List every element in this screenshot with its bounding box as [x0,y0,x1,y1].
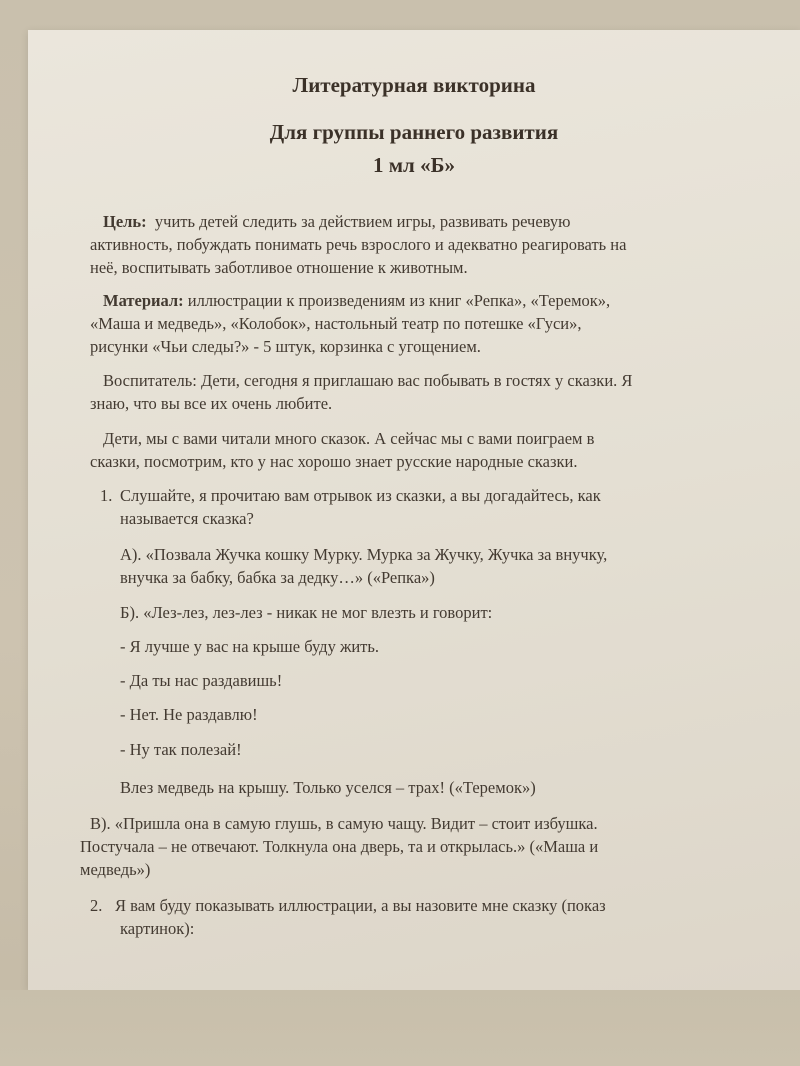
intro-line-2: сказки, посмотрим, кто у нас хорошо знает русские народные сказки. [90,452,578,471]
partC-line-3: медведь») [80,860,151,879]
intro-line-1: Дети, мы с вами читали много сказок. А сейчас мы с вами поиграем в [103,429,595,448]
group-name: 1 мл «Б» [373,153,455,177]
partB-line-1: Б). «Лез-лез, лез-лез - никак не мог влезть и говорит: [120,603,493,622]
goal-text-1: учить детей следить за действием игры, развивать речевую [154,212,571,231]
partC-line-1: В). «Пришла она в самую глушь, в самую чащу. Видит – стоит избушка. [90,814,598,833]
partA-line-1: А). «Позвала Жучка кошку Мурку. Мурка за Жучку, Жучка за внучку, [120,545,608,564]
item1-line-2: называется сказка? [120,509,254,528]
item1-line-1: Слушайте, я прочитаю вам отрывок из сказки, а вы догадайтесь, как [120,486,601,505]
partB-line-4: - Нет. Не раздавлю! [120,705,258,724]
material-line-3: рисунки «Чьи следы?» - 5 штук, корзинка с угощением. [90,337,481,356]
item1-number: 1. [100,486,113,505]
quiz-title: Литературная викторина [292,73,536,97]
teacher-line-2: знаю, что вы все их очень любите. [90,394,333,413]
partB-line-5: - Ну так полезай! [120,740,242,759]
item2-line-1: Я вам буду показывать иллюстрации, а вы назовите мне сказку (показ [115,896,606,915]
material-text-1: иллюстрации к произведениям из книг «Репка», «Теремок», [187,291,611,310]
partB-line-3: - Да ты нас раздавишь! [120,671,283,690]
partA-line-2: внучка за бабку, бабка за дедку…» («Репка») [120,568,435,587]
teacher-line-1: Воспитатель: Дети, сегодня я приглашаю вас побывать в гостях у сказки. Я [103,371,633,390]
item2-number: 2. [90,896,103,915]
quiz-subtitle: Для группы раннего развития [269,120,559,144]
goal-line-2: активность, побуждать понимать речь взрослого и адекватно реагировать на [90,235,627,254]
partB-line-6: Влез медведь на крышу. Только уселся – трах! («Теремок») [120,778,536,797]
item2-line-2: картинок): [120,919,195,938]
document-page [28,30,800,990]
goal-line-1 [103,210,570,233]
partB-line-2: - Я лучше у вас на крыше буду жить. [120,637,380,656]
material-line-1 [103,289,610,312]
goal-label: Цель: [103,212,147,231]
background-surface [0,990,800,1066]
material-line-2: «Маша и медведь», «Колобок», настольный театр по потешке «Гуси», [90,314,582,333]
goal-line-3: неё, воспитывать заботливое отношение к животным. [90,258,468,277]
material-label: Материал: [103,291,184,310]
partC-line-2: Постучала – не отвечают. Толкнула она дверь, та и открылась.» («Маша и [80,837,599,856]
